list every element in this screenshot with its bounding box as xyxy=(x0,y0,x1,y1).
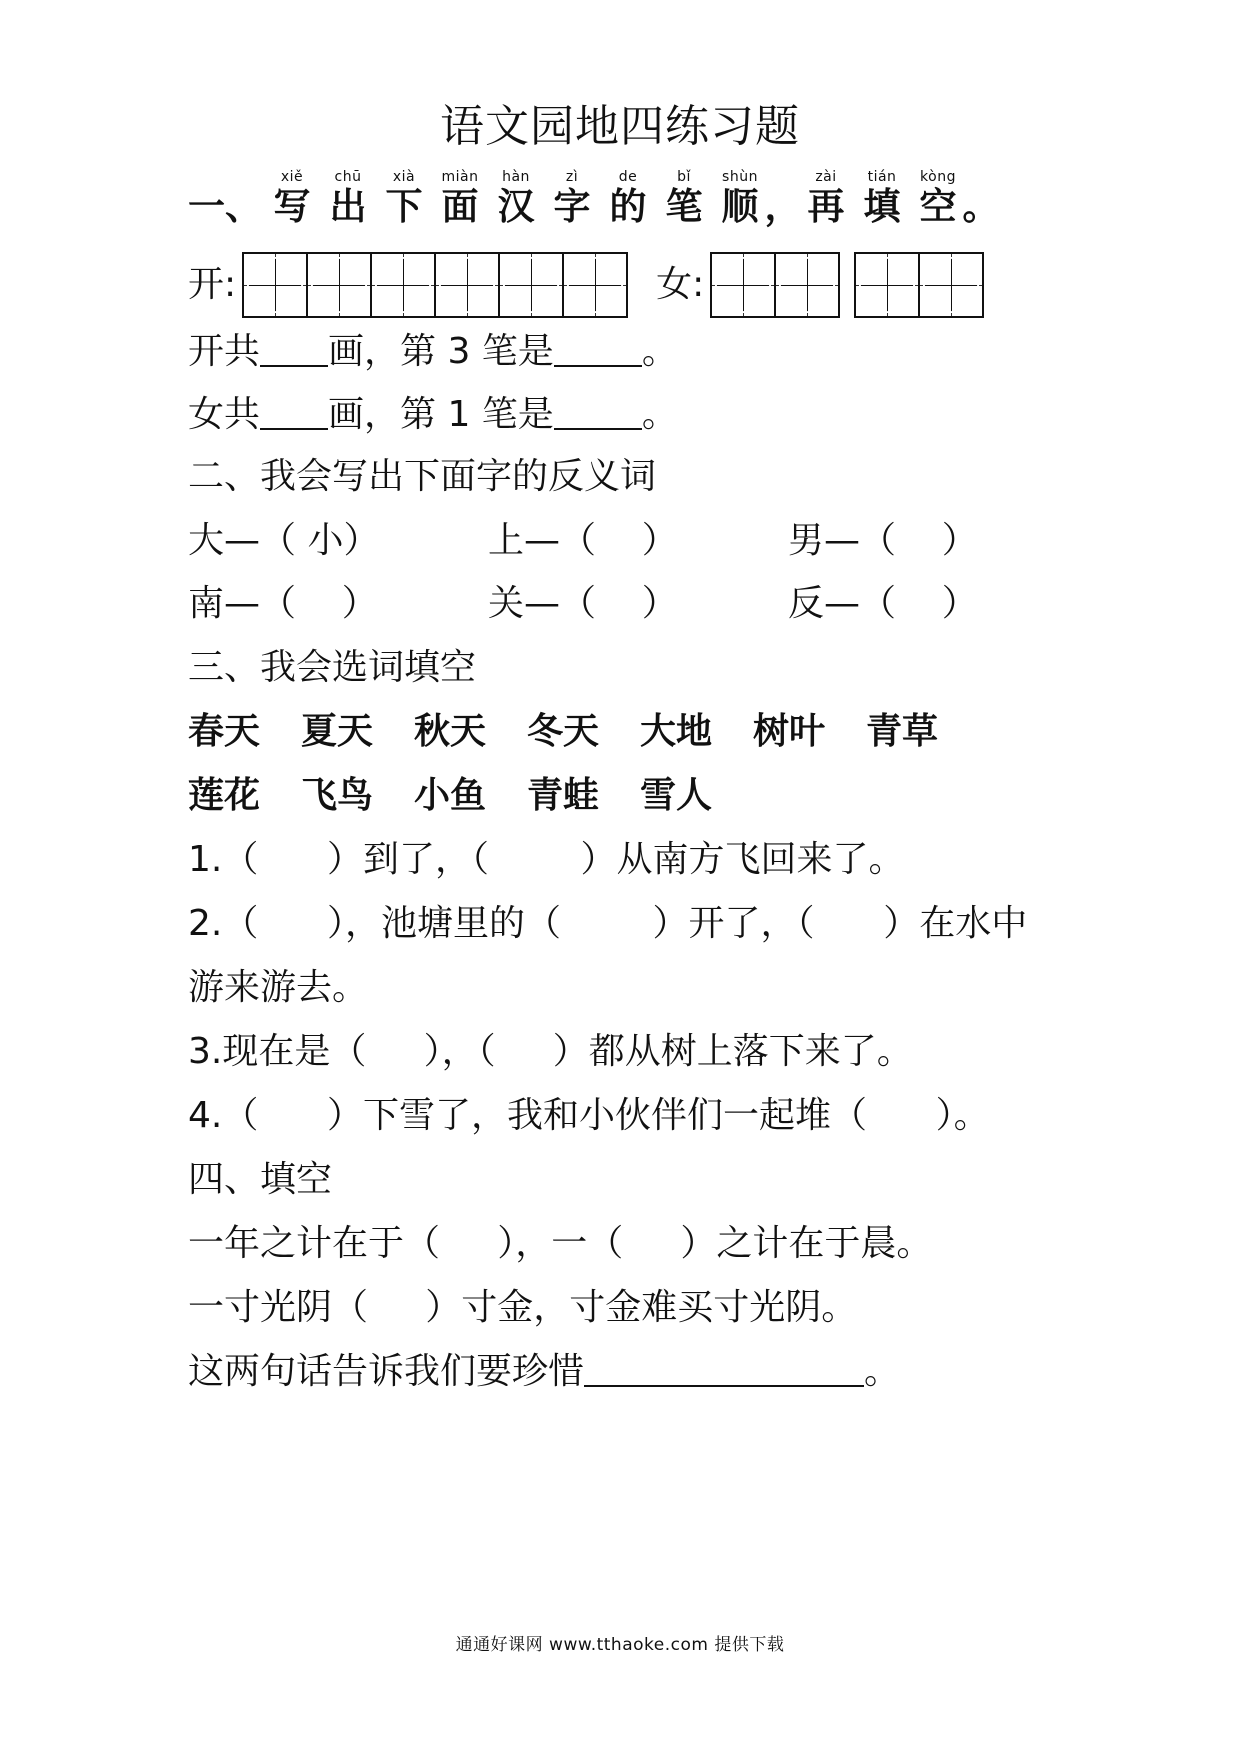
pinyin-char: hàn 汉 xyxy=(497,169,535,228)
word-bank-item: 飞鸟 xyxy=(301,775,374,816)
word-bank-row-1 xyxy=(188,710,979,754)
word-bank-row-2 xyxy=(188,774,753,818)
stroke-box[interactable] xyxy=(562,252,628,318)
nv-stroke-boxes-b xyxy=(854,252,984,318)
word-bank-item: 青蛙 xyxy=(527,775,600,816)
pinyin-char: kòng 空 xyxy=(919,169,957,228)
fill-question-4[interactable]: 4.（ ）下雪了，我和小伙伴们一起堆（ ）。 xyxy=(188,1095,990,1136)
stroke-question-nv: 女共 画，第 1 笔是 。 xyxy=(188,394,678,435)
fill-question-2[interactable]: 2.（ ），池塘里的（ ）开了，（ ）在水中 xyxy=(188,903,1028,944)
proverb-meaning: 这两句话告诉我们要珍惜 。 xyxy=(188,1351,901,1392)
word-bank-item: 雪人 xyxy=(640,775,713,816)
stroke-writing-grids xyxy=(188,252,984,318)
word-bank-item: 春天 xyxy=(188,711,261,752)
fill-question-1[interactable]: 1.（ ）到了，（ ）从南方飞回来了。 xyxy=(188,839,905,880)
pinyin-char: tián 填 xyxy=(863,169,901,228)
pinyin-char: miàn 面 xyxy=(441,169,479,228)
antonym-row-2 xyxy=(188,582,1088,626)
stroke-box[interactable] xyxy=(434,252,498,318)
word-bank-item: 莲花 xyxy=(188,775,261,816)
word-bank-item: 秋天 xyxy=(414,711,487,752)
answer-blank[interactable] xyxy=(554,335,642,367)
stroke-box[interactable] xyxy=(774,252,840,318)
section1-number: 一、 xyxy=(188,185,262,228)
proverb-line-1[interactable]: 一年之计在于（ ），一（ ）之计在于晨。 xyxy=(188,1223,933,1264)
pinyin-char: shùn 顺 xyxy=(721,169,759,228)
word-bank-item: 夏天 xyxy=(301,711,374,752)
fill-question-3[interactable]: 3.现在是（ ），（ ）都从树上落下来了。 xyxy=(188,1031,913,1072)
kai-stroke-boxes xyxy=(242,252,628,318)
stroke-question-kai: 开共 画，第 3 笔是 。 xyxy=(188,331,678,372)
answer-blank[interactable] xyxy=(260,335,328,367)
grid-label-nv: 女: xyxy=(656,264,705,305)
stroke-box[interactable] xyxy=(854,252,918,318)
page-title: 语文园地四练习题 xyxy=(440,101,800,152)
pinyin-char: bǐ 笔 xyxy=(665,169,703,228)
answer-blank[interactable] xyxy=(584,1355,864,1387)
pinyin-char: chū 出 xyxy=(329,169,367,228)
answer-blank[interactable] xyxy=(554,398,642,430)
grid-label-kai: 开: xyxy=(188,264,237,305)
stroke-box[interactable] xyxy=(918,252,984,318)
stroke-box[interactable] xyxy=(242,252,306,318)
antonym-item[interactable]: 南—（ ） xyxy=(188,583,378,624)
word-bank-item: 大地 xyxy=(640,711,713,752)
stroke-box[interactable] xyxy=(306,252,370,318)
answer-blank[interactable] xyxy=(260,398,328,430)
antonym-item[interactable]: 男—（ ） xyxy=(788,520,978,561)
section1-heading xyxy=(188,168,1000,228)
antonym-item[interactable]: 反—（ ） xyxy=(788,583,978,624)
word-bank-item: 青草 xyxy=(866,711,939,752)
pinyin-char: 。 xyxy=(962,185,1000,228)
word-bank-item: 冬天 xyxy=(527,711,600,752)
pinyin-char: zì 字 xyxy=(553,169,591,228)
pinyin-char: de 的 xyxy=(609,169,647,228)
section2-heading: 二、我会写出下面字的反义词 xyxy=(188,456,657,497)
antonym-item[interactable]: 大—（ 小） xyxy=(188,520,380,561)
pinyin-char: ， xyxy=(764,185,802,228)
pinyin-char: xiě 写 xyxy=(273,169,311,228)
pinyin-char: xià 下 xyxy=(385,169,423,228)
fill-question-2-continued: 游来游去。 xyxy=(188,967,369,1008)
antonym-item[interactable]: 上—（ ） xyxy=(488,520,678,561)
antonym-row-1 xyxy=(188,519,1088,563)
word-bank-item: 树叶 xyxy=(753,711,826,752)
stroke-box[interactable] xyxy=(710,252,774,318)
proverb-line-2[interactable]: 一寸光阴（ ）寸金，寸金难买寸光阴。 xyxy=(188,1287,858,1328)
nv-stroke-boxes-a xyxy=(710,252,840,318)
antonym-item[interactable]: 关—（ ） xyxy=(488,583,678,624)
footer-credit: 通通好课网 www.tthaoke.com 提供下载 xyxy=(455,1635,785,1655)
section3-heading: 三、我会选词填空 xyxy=(188,647,477,688)
stroke-box[interactable] xyxy=(498,252,562,318)
word-bank-item: 小鱼 xyxy=(414,775,487,816)
pinyin-char: zài 再 xyxy=(807,169,845,228)
section4-heading: 四、填空 xyxy=(188,1159,333,1200)
stroke-box[interactable] xyxy=(370,252,434,318)
